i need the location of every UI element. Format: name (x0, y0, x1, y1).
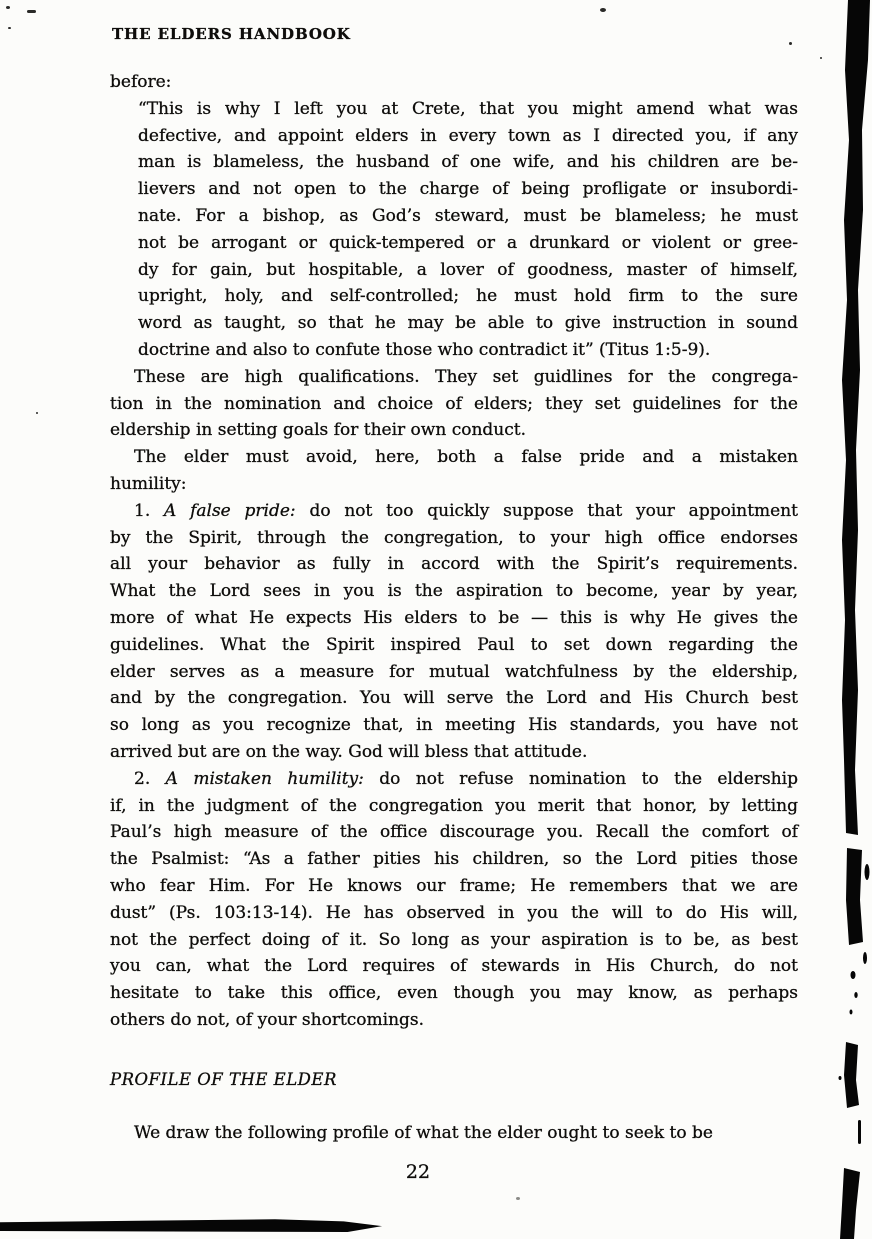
scan-speck (27, 10, 36, 13)
text-line: and by the congregation. You will serve the Lord and His Church best (110, 688, 798, 709)
scan-speck (6, 6, 10, 9)
text-line: not the perfect doing of it. So long as your aspiration is to be, as best (110, 929, 798, 950)
text-line: humility: (110, 473, 187, 494)
text-line: nate. For a bishop, as God’s steward, must be blameless; he must (138, 205, 798, 226)
scan-speck (36, 412, 38, 414)
text-line: defective, and appoint elders in every town as I directed you, if any (138, 125, 798, 146)
scan-speck (8, 27, 11, 29)
text-line: so long as you recognize that, in meeting His standards, you have not (110, 715, 798, 736)
blockquote-titus (138, 96, 798, 364)
text-line: 1. A false pride: do not too quickly suppose that your appointment (134, 500, 798, 521)
scan-speck (820, 57, 822, 59)
text-line: others do not, of your shortcomings. (110, 1009, 425, 1030)
text-line: you can, what the Lord requires of stewards in His Church, do not (110, 956, 798, 977)
text-line: dy for gain, but hospitable, a lover of goodness, master of himself, (138, 259, 798, 280)
text-line: guidelines. What the Spirit inspired Paul to set down regarding the (110, 634, 798, 655)
scan-artifact-bottom-bar (0, 1219, 382, 1232)
text-line: dust” (Ps. 103:13-14). He has observed in you the will to do His will, (110, 902, 798, 923)
text-line: if, in the judgment of the congregation you merit that honor, by letting (110, 795, 798, 816)
text-line: word as taught, so that he may be able to give instruction in sound (138, 313, 798, 334)
paragraph-mistaken-humility (110, 766, 798, 1034)
page-number: 22 (405, 1161, 431, 1183)
section-heading: PROFILE OF THE ELDER (110, 1069, 337, 1089)
text-line: eldership in setting goals for their own conduct. (110, 420, 526, 441)
text-line: upright, holy, and self-controlled; he must hold firm to the sure (138, 286, 798, 307)
text-line: not be arrogant or quick-tempered or a drunkard or violent or gree- (138, 232, 798, 253)
page-body (110, 69, 798, 1147)
text-line: by the Spirit, through the congregation, to your high office endorses (110, 527, 798, 548)
text-line: doctrine and also to confute those who contradict it” (Titus 1:5-9). (138, 339, 711, 360)
scan-speck (600, 8, 606, 12)
text-line: These are high qualifications. They set guidlines for the congrega- (134, 366, 798, 387)
text-line: all your behavior as fully in accord with the Spirit’s requirements. (110, 554, 798, 575)
scan-artifact-right-streak (832, 0, 872, 1239)
text-line: lievers and not open to the charge of being profligate or insubordi- (138, 179, 798, 200)
paragraph-avoid (110, 444, 798, 498)
text-line: The elder must avoid, here, both a false pride and a mistaken (134, 447, 798, 468)
text-line: arrived but are on the way. God will bless that attitude. (110, 741, 588, 762)
text-line: man is blameless, the husband of one wife, and his children are be- (138, 152, 798, 173)
text-line: who fear Him. For He knows our frame; He remembers that we are (110, 875, 798, 896)
text-line: hesitate to take this office, even though you may know, as perhaps (110, 983, 798, 1004)
paragraph-false-pride (110, 498, 798, 766)
text-line: before: (110, 72, 172, 92)
paragraph-qualifications (110, 364, 798, 444)
paragraph-before (110, 69, 798, 96)
text-line: the Psalmist: “As a father pities his children, so the Lord pities those (110, 849, 798, 870)
running-header: THE ELDERS HANDBOOK (112, 25, 351, 43)
paragraph-profile-intro (110, 1120, 798, 1147)
text-line: We draw the following profile of what the elder ought to seek to be (134, 1123, 713, 1144)
text-line: Paul’s high measure of the office discourage you. Recall the comfort of (110, 822, 798, 843)
text-line: tion in the nomination and choice of elders; they set guidelines for the (110, 393, 798, 414)
text-line: “This is why I left you at Crete, that you might amend what was (138, 98, 798, 119)
text-line: 2. A mistaken humility: do not refuse nomination to the eldership (134, 768, 798, 789)
text-line: What the Lord sees in you is the aspiration to become, year by year, (110, 581, 798, 602)
scan-speck (516, 1197, 520, 1200)
scan-speck (789, 42, 792, 45)
text-line: elder serves as a measure for mutual watchfulness by the eldership, (110, 661, 798, 682)
text-line: more of what He expects His elders to be — this is why He gives the (110, 607, 798, 628)
